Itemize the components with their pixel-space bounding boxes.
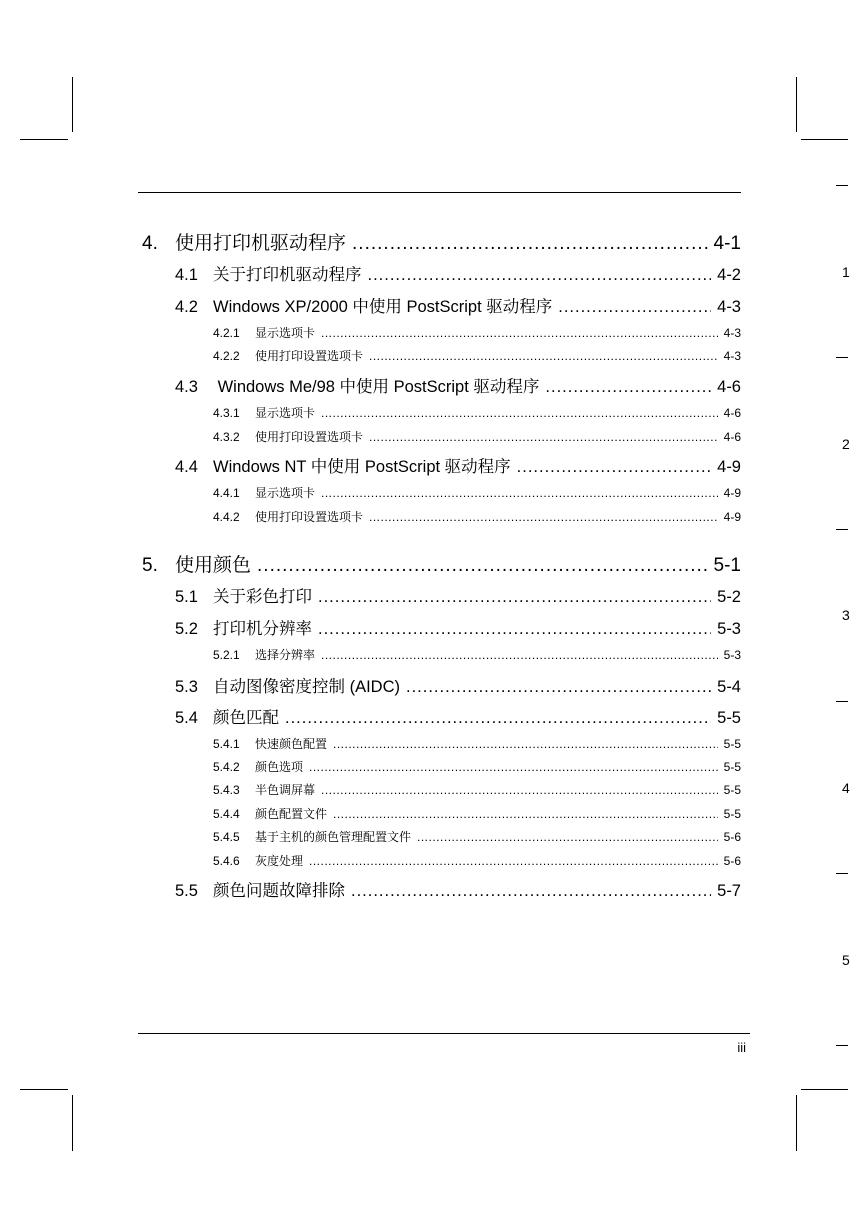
toc-page: 4-3 — [717, 298, 741, 316]
toc-title: 颜色问题故障排除 — [213, 882, 345, 900]
toc-chapter[interactable] — [142, 228, 741, 255]
toc-number: 5.4.2 — [213, 760, 240, 774]
toc-leader — [417, 830, 718, 844]
toc-subsection[interactable] — [213, 805, 741, 822]
toc-number: 5.2.1 — [213, 648, 240, 662]
toc-title: 颜色配置文件 — [255, 807, 328, 821]
toc-number: 5.2 — [175, 620, 198, 638]
crop-mark — [796, 77, 797, 132]
toc-section[interactable] — [175, 877, 741, 901]
toc-title: 使用打印设置选项卡 — [255, 430, 364, 444]
toc-leader — [333, 737, 718, 751]
crop-mark — [20, 139, 68, 140]
toc-subsection[interactable] — [213, 828, 741, 845]
toc-subsection[interactable] — [213, 484, 741, 501]
toc-page: 4-3 — [723, 326, 741, 340]
toc-number: 4.2.2 — [213, 349, 240, 363]
tab-tick — [836, 185, 848, 186]
tab-tick — [836, 529, 848, 530]
toc-section[interactable] — [175, 261, 741, 285]
toc-page: 5-5 — [723, 783, 741, 797]
toc-leader — [321, 648, 718, 662]
crop-mark — [801, 1089, 848, 1090]
tab-number: 2 — [842, 436, 850, 452]
toc-leader — [321, 406, 718, 420]
toc-title: 自动图像密度控制 (AIDC) — [213, 678, 400, 696]
toc-number: 5.4.3 — [213, 783, 240, 797]
toc-number: 5.1 — [175, 588, 198, 606]
toc-leader — [351, 882, 711, 901]
toc-page: 4-9 — [717, 458, 741, 476]
toc-page: 5-3 — [717, 620, 741, 638]
toc-page: 5-6 — [723, 830, 741, 844]
crop-mark — [796, 1095, 797, 1151]
toc-leader — [309, 760, 718, 774]
toc-page: 4-9 — [723, 486, 741, 500]
toc-title: Windows NT 中使用 PostScript 驱动程序 — [213, 458, 511, 476]
page-number: iii — [737, 1040, 746, 1055]
toc-number: 4.4 — [175, 458, 198, 476]
tab-tick — [836, 1045, 848, 1046]
tab-number: 5 — [842, 952, 850, 968]
toc-page: 5-5 — [723, 737, 741, 751]
toc-section[interactable] — [175, 373, 741, 397]
toc-page: 4-9 — [723, 510, 741, 524]
header-rule — [138, 192, 741, 193]
toc-page: 5-3 — [723, 648, 741, 662]
toc-number: 5.3 — [175, 678, 198, 696]
toc-leader — [321, 783, 718, 797]
toc-subsection[interactable] — [213, 735, 741, 752]
toc-page: 4-2 — [717, 266, 741, 284]
toc-page: 5-6 — [723, 854, 741, 868]
toc-number: 4.4.2 — [213, 510, 240, 524]
crop-mark — [20, 1089, 68, 1090]
tab-tick — [836, 701, 848, 702]
toc-page: 4-6 — [723, 430, 741, 444]
toc-section[interactable] — [175, 453, 741, 477]
toc-page: 4-1 — [713, 233, 741, 254]
toc-number: 5. — [142, 555, 158, 576]
toc-title: Windows XP/2000 中使用 PostScript 驱动程序 — [213, 298, 553, 316]
toc-leader — [369, 510, 718, 524]
toc-number: 4.4.1 — [213, 486, 240, 500]
toc-page: 4-6 — [723, 406, 741, 420]
toc-title: 颜色选项 — [255, 760, 304, 774]
toc-subsection[interactable] — [213, 324, 741, 341]
toc-number: 4.3 — [175, 378, 198, 396]
toc-leader — [545, 378, 711, 397]
toc-page: 5-1 — [713, 555, 741, 576]
toc-leader — [369, 349, 718, 363]
crop-mark — [72, 77, 73, 132]
toc-subsection[interactable] — [213, 781, 741, 798]
toc-number: 4.3.1 — [213, 406, 240, 420]
toc-page: 5-5 — [723, 760, 741, 774]
toc-title: 使用打印机驱动程序 — [175, 233, 347, 254]
crop-mark — [801, 139, 848, 140]
toc-number: 4. — [142, 233, 158, 254]
toc-leader — [517, 458, 711, 477]
toc-leader — [318, 620, 711, 639]
toc-section[interactable] — [175, 704, 741, 728]
toc-section[interactable] — [175, 673, 741, 697]
toc-title: 打印机分辨率 — [213, 620, 312, 638]
toc-subsection[interactable] — [213, 646, 741, 663]
toc-leader — [318, 588, 711, 607]
footer-rule — [138, 1033, 750, 1034]
toc-title: 使用颜色 — [175, 555, 252, 576]
toc-number: 4.2 — [175, 298, 198, 316]
toc-leader — [321, 486, 718, 500]
toc-leader — [257, 555, 708, 577]
toc-page: 4-6 — [717, 378, 741, 396]
toc-number: 4.1 — [175, 266, 198, 284]
toc-leader — [309, 854, 718, 868]
toc-page: 5-4 — [717, 678, 741, 696]
toc-number: 4.3.2 — [213, 430, 240, 444]
toc-section[interactable] — [175, 293, 741, 317]
toc-number: 5.4.6 — [213, 854, 240, 868]
toc-number: 5.4.5 — [213, 830, 240, 844]
toc-title: 选择分辨率 — [255, 648, 316, 662]
toc-title: 快速颜色配置 — [255, 737, 328, 751]
toc-title: 显示选项卡 — [255, 406, 316, 420]
tab-number: 4 — [842, 780, 850, 796]
toc-page: 5-2 — [717, 588, 741, 606]
toc-title: 关于彩色打印 — [213, 588, 312, 606]
toc-title: 灰度处理 — [255, 854, 304, 868]
tab-tick — [836, 873, 848, 874]
toc-chapter[interactable] — [142, 550, 741, 577]
toc-number: 5.4 — [175, 709, 198, 727]
toc-subsection[interactable] — [213, 428, 741, 445]
toc-page: 5-5 — [717, 709, 741, 727]
toc-title: 使用打印设置选项卡 — [255, 510, 364, 524]
toc-number: 4.2.1 — [213, 326, 240, 340]
toc-leader — [285, 709, 711, 728]
toc-leader — [352, 233, 708, 255]
crop-mark — [72, 1095, 73, 1151]
toc-subsection[interactable] — [213, 852, 741, 869]
toc-title: Windows Me/98 中使用 PostScript 驱动程序 — [213, 378, 540, 396]
toc-leader — [558, 298, 711, 317]
tab-number: 1 — [842, 264, 850, 280]
toc-number: 5.4.1 — [213, 737, 240, 751]
toc-section[interactable] — [175, 615, 741, 639]
toc-section[interactable] — [175, 583, 741, 607]
toc-page: 4-3 — [723, 349, 741, 363]
toc-number: 5.5 — [175, 882, 198, 900]
toc-title: 基于主机的颜色管理配置文件 — [255, 830, 412, 844]
toc-page: 5-7 — [717, 882, 741, 900]
toc-title: 使用打印设置选项卡 — [255, 349, 364, 363]
toc-title: 显示选项卡 — [255, 486, 316, 500]
toc-leader — [333, 807, 718, 821]
toc-leader — [368, 266, 712, 285]
toc-subsection[interactable] — [213, 758, 741, 775]
toc-leader — [406, 678, 711, 697]
toc-number: 5.4.4 — [213, 807, 240, 821]
toc-subsection[interactable] — [213, 347, 741, 364]
toc-leader — [321, 326, 718, 340]
toc-title: 半色调屏幕 — [255, 783, 316, 797]
toc-leader — [369, 430, 718, 444]
tab-number: 3 — [842, 607, 850, 623]
toc-subsection[interactable] — [213, 404, 741, 421]
tab-tick — [836, 357, 848, 358]
toc-title: 颜色匹配 — [213, 709, 279, 727]
toc-title: 关于打印机驱动程序 — [213, 266, 362, 284]
toc-title: 显示选项卡 — [255, 326, 316, 340]
toc-subsection[interactable] — [213, 508, 741, 525]
toc-page: 5-5 — [723, 807, 741, 821]
